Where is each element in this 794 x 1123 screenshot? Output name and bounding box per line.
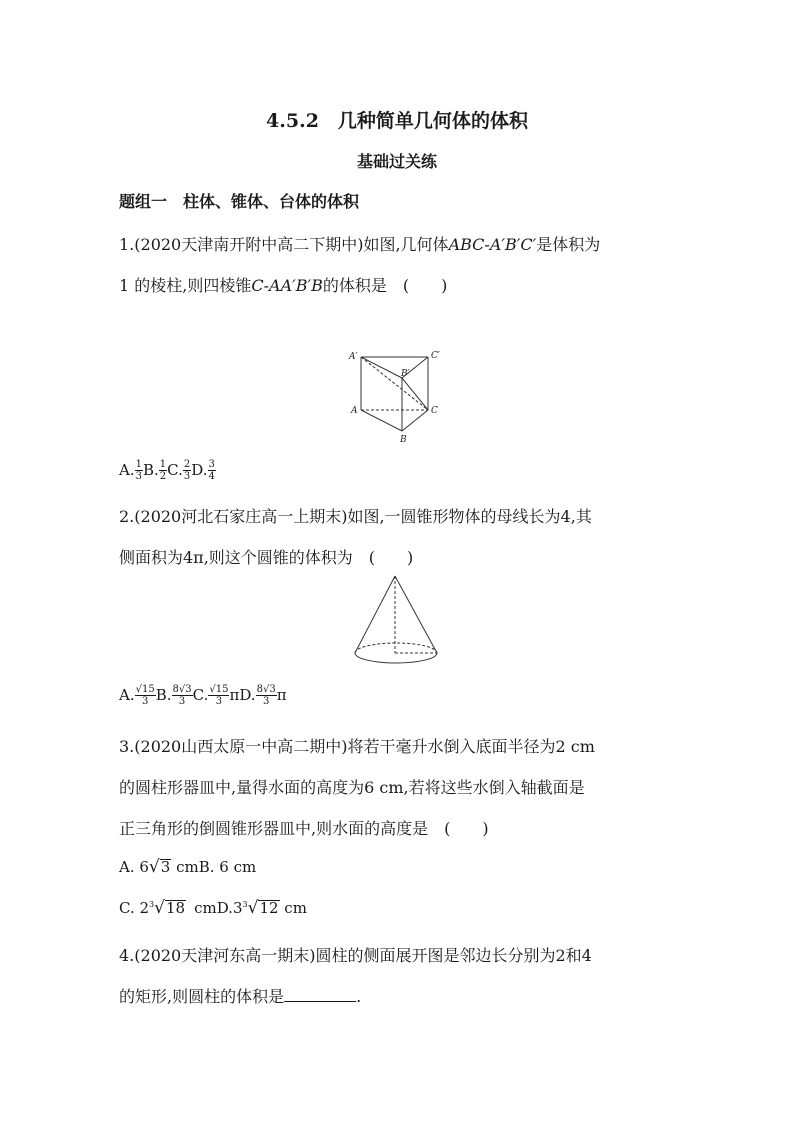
q3-line1: 3.(2020山西太原一中高二期中)将若干毫升水倒入底面半径为2 cm — [119, 737, 595, 756]
q1-prism-name: ABC-A′B′C′ — [448, 235, 537, 254]
q4-line2 — [119, 984, 361, 1007]
q3-option-b[interactable]: B. 6 cm — [198, 858, 257, 876]
q4-period: . — [356, 987, 362, 1006]
q1-opt-d-den: 4 — [208, 471, 215, 482]
cone-base-back — [355, 643, 437, 653]
label-b: B — [400, 435, 407, 445]
q2-opt-a-frac — [135, 684, 156, 707]
q1-text-d: 1 的棱柱,则四棱锥 — [119, 276, 252, 295]
q1-option-b[interactable] — [142, 459, 167, 482]
q2-option-a[interactable] — [119, 684, 156, 707]
q1-opt-a-label: A. — [119, 460, 135, 479]
q1-opt-a-frac — [135, 459, 143, 482]
q1-options — [119, 459, 216, 482]
q1-option-d[interactable] — [191, 459, 216, 482]
q1-opt-c-num: 2 — [183, 459, 191, 470]
q1-opt-b-label: B. — [142, 460, 159, 479]
q1-text-a: 1.(2020天津南开附中高二下期中)如图,几何体 — [119, 235, 449, 254]
group-heading: 题组一 柱体、锥体、台体的体积 — [119, 192, 360, 211]
q2-opt-d-den: 3 — [262, 696, 270, 707]
cone-right-edge — [395, 576, 437, 653]
q2-opt-b-label: B. — [155, 685, 172, 704]
q2-opt-d-frac — [256, 684, 277, 707]
q2-cone-figure — [346, 572, 446, 672]
q3-opt-d-radicand: 12 — [259, 899, 279, 917]
q1-opt-d-frac — [208, 459, 216, 482]
q3-opt-c-radical-sign: √ — [154, 898, 165, 918]
q1-option-c[interactable] — [167, 459, 191, 482]
q3-line2: 的圆柱形器皿中,量得水面的高度为6 cm,若将这些水倒入轴截面是 — [119, 778, 585, 797]
q2-opt-a-num: √15 — [135, 684, 155, 695]
cone-base-front — [355, 653, 437, 663]
q1-line1 — [119, 232, 600, 255]
q2-options — [119, 684, 287, 707]
label-c: C — [431, 406, 438, 416]
q3-opt-d-unit: cm — [279, 899, 307, 917]
q2-line1: 2.(2020河北石家庄高一上期末)如图,一圆锥形物体的母线长为4,其 — [119, 507, 592, 526]
label-b1: B′ — [401, 369, 410, 379]
q3-options-row2 — [119, 898, 307, 918]
edge-ab — [361, 410, 402, 431]
q3-opt-d-label: D.3 — [216, 899, 243, 917]
q3-options-row1 — [119, 857, 256, 877]
q4-line1: 4.(2020天津河东高一期末)圆柱的侧面展开图是邻边长分别为2和4 — [119, 946, 592, 965]
q3-opt-a-radicand: 3 — [160, 858, 171, 876]
q2-line2: 侧面积为4π,则这个圆锥的体积为 ( ) — [119, 548, 414, 567]
q1-opt-c-label: C. — [167, 460, 183, 479]
q3-opt-c-index: 3 — [149, 900, 155, 909]
q2-opt-d-pi: π — [276, 685, 287, 704]
q1-line2 — [119, 273, 447, 296]
section-subtitle: 基础过关练 — [356, 152, 437, 171]
q1-option-a[interactable] — [119, 459, 143, 482]
q2-option-b[interactable] — [155, 684, 193, 707]
page-title: 4.5.2 几种简单几何体的体积 — [266, 110, 528, 132]
label-c1: C′ — [431, 351, 440, 361]
q3-option-c[interactable] — [119, 899, 217, 917]
q3-option-a[interactable] — [119, 858, 199, 876]
q2-option-d[interactable] — [239, 684, 287, 707]
q3-opt-c-label: C. 2 — [119, 899, 150, 917]
cone-left-edge — [355, 576, 395, 653]
q1-prism-figure — [340, 345, 450, 445]
q3-opt-d-radical-sign: √ — [247, 898, 259, 918]
q2-opt-c-num: √15 — [209, 684, 229, 695]
q1-opt-d-label: D. — [191, 460, 208, 479]
q3-opt-d-index: 3 — [242, 900, 248, 909]
q2-opt-b-num: 8√3 — [172, 684, 192, 695]
q2-opt-a-den: 3 — [141, 696, 149, 707]
q1-pyramid-name: C-AA′B′B — [251, 276, 323, 295]
q1-opt-b-frac — [159, 459, 167, 482]
q3-opt-a-radical-sign: √ — [148, 857, 160, 877]
q2-opt-d-label: D. — [239, 685, 256, 704]
label-a1: A′ — [349, 352, 358, 362]
q1-text-c: 是体积为 — [536, 235, 601, 254]
q1-opt-c-frac — [183, 459, 191, 482]
q2-opt-d-num: 8√3 — [256, 684, 276, 695]
q2-opt-b-frac — [172, 684, 193, 707]
q3-opt-a-unit: cm — [171, 858, 199, 876]
q1-text-e: 的体积是 ( ) — [322, 276, 448, 295]
q2-option-c[interactable] — [192, 684, 240, 707]
q3-opt-a-label: A. 6 — [119, 858, 149, 876]
q1-opt-a-den: 3 — [135, 471, 142, 482]
q2-opt-a-label: A. — [119, 685, 135, 704]
q1-opt-b-num: 1 — [159, 459, 167, 470]
q1-opt-c-den: 3 — [183, 471, 191, 482]
q2-opt-c-label: C. — [192, 685, 209, 704]
label-a: A — [351, 406, 358, 416]
q2-opt-c-frac — [208, 684, 229, 707]
q4-text: 的矩形,则圆柱的体积是 — [119, 987, 285, 1006]
q2-opt-c-den: 3 — [215, 696, 223, 707]
edge-b1c — [402, 378, 428, 410]
q3-opt-c-radicand: 18 — [165, 899, 186, 917]
q1-opt-d-num: 3 — [208, 459, 215, 470]
q3-line3: 正三角形的倒圆锥形器皿中,则水面的高度是 ( ) — [119, 819, 489, 838]
edge-bc — [402, 410, 428, 431]
q1-opt-a-num: 1 — [135, 459, 142, 470]
q4-answer-blank[interactable] — [284, 985, 356, 1002]
q3-option-d[interactable] — [217, 899, 307, 917]
q2-opt-c-pi: π — [229, 685, 240, 704]
edge-a1b1 — [361, 357, 402, 378]
q3-opt-c-unit: cm — [194, 899, 217, 917]
q2-opt-b-den: 3 — [178, 696, 186, 707]
q1-opt-b-den: 2 — [159, 471, 167, 482]
